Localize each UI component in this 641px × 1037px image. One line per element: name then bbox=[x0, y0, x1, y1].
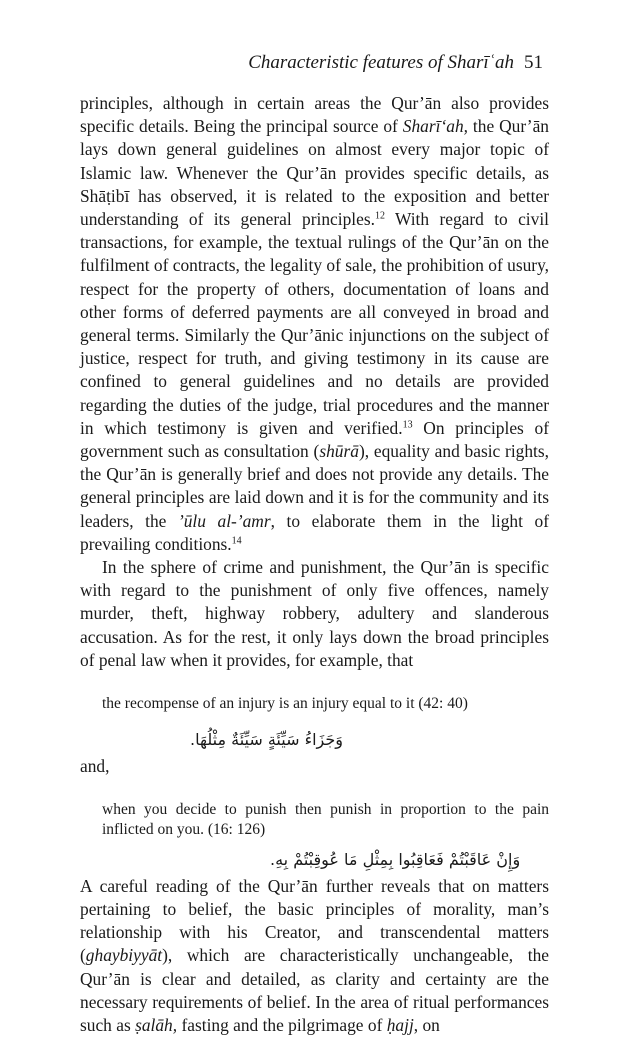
p3-text-d: , on bbox=[413, 1015, 440, 1035]
paragraph-2: In the sphere of crime and punishment, the Qur’ān is specific with regard to the punishment of only five offences, namely murder, theft, highway robbery, adultery and slanderous accusation. As for the rest, it only lays down the broad principles of penal law when it provides, for example, that bbox=[80, 557, 549, 670]
quote-2-translation: when you decide to punish then punish in proportion to the pain inflicted on you. (16: 126) bbox=[102, 800, 549, 839]
p3-term-salah: ṣalāh, bbox=[135, 1015, 178, 1035]
paragraph-1 bbox=[80, 92, 549, 556]
p1-text-d: On principles of government such as consultation ( bbox=[80, 417, 549, 462]
connector-and: and, bbox=[80, 755, 110, 776]
footnote-ref-13: 13 bbox=[402, 419, 413, 431]
footnote-ref-14: 14 bbox=[231, 535, 242, 547]
quote-1-arabic: وَجَزَاءُ سَيِّئَةٍ سَيِّئَةٌ مِثْلُهَا. bbox=[190, 729, 343, 749]
p3-term-ghaybiyyat: ghaybiyyāt bbox=[85, 945, 163, 966]
p3-text-a: A careful reading of the Qur’ān further reveals that on matters pertaining to belief, the basic principles of morality, man’s relationship with his Creator, and transcendental matters ( bbox=[80, 875, 549, 966]
p1-text-e: ), equality and basic rights, the Qur’ān is generally brief and does not provide any details. The general principles are laid down and it is for the community and its leaders, the bbox=[80, 441, 549, 531]
p3-text-b: ), which are characteristically unchangeable, the Qur’ān is clear and detailed, as clarity and certainty are the necessary requirements of belief. In the area of ritual performances such as bbox=[80, 945, 549, 1035]
header-title: Characteristic features of Sharīʿah bbox=[248, 52, 514, 73]
p1-text-f: , to elaborate them in the light of prevailing conditions. bbox=[80, 510, 549, 554]
p3-text-c: fasting and the pilgrimage of bbox=[177, 1015, 387, 1035]
p1-term-shura: shūrā bbox=[319, 441, 359, 462]
p1-text-a: principles, although in certain areas the Qur’ān also provides specific details. Being the principal source of bbox=[80, 93, 549, 137]
body-text bbox=[80, 92, 549, 1037]
running-header bbox=[248, 52, 543, 74]
page-number: 51 bbox=[524, 52, 543, 73]
p1-text-b: the Qur’ān lays down general guidelines on almost every major topic of Islamic law. Whenever the Qur’ān provides specific details, as Shāṭibī has observed, it is related to the exposition and better understanding of its general principles. bbox=[80, 116, 549, 230]
quote-1-translation: the recompense of an injury is an injury equal to it (42: 40) bbox=[102, 695, 468, 713]
paragraph-3 bbox=[80, 875, 549, 1037]
quote-2-arabic: وَإِنْ عَاقَبْتُمْ فَعَاقِبُوا بِمِثْلِ مَا عُوقِبْتُمْ بِهِ. bbox=[270, 849, 521, 869]
p1-term-shariah: Sharī‘ah, bbox=[402, 116, 468, 137]
quote-1 bbox=[102, 694, 549, 715]
p1-text-c: With regard to civil transactions, for example, the textual rulings of the Qur’ān on the fulfilment of contracts, the legality of sale, the prohibition of usury, respect for the property of others, documentation of loans and other forms of deferred payments are all conveyed in broad and general terms. Similarly the Qur’ānic injunctions on the subject of justice, respect for truth, and giving testimony in its cause are confined to general guidelines and no details are provided regarding the duties of the judge, trial procedures and the manner in which testimony is given and verified. bbox=[80, 209, 549, 438]
footnote-ref-12: 12 bbox=[374, 210, 385, 222]
p3-term-hajj: ḥajj bbox=[386, 1015, 414, 1035]
quote-2 bbox=[102, 800, 549, 841]
p1-term-ulu-al-amr: ’ūlu al-’amr bbox=[177, 510, 271, 531]
